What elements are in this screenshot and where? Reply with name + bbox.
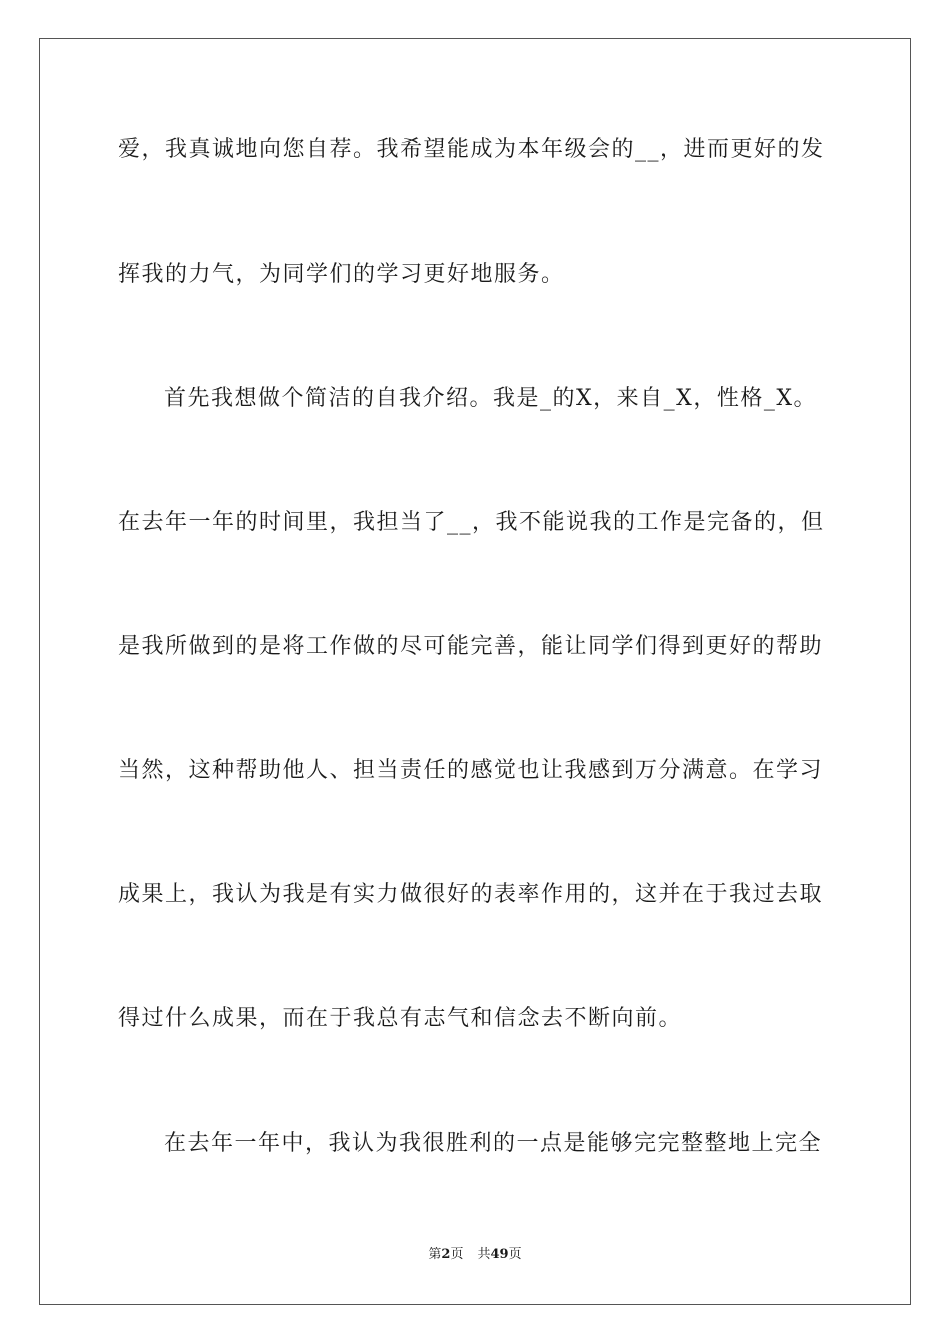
body-line-3: 首先我想做个简洁的自我介绍。我是_的X，来自_X，性格_X。: [164, 386, 817, 411]
body-line-2: 挥我的力气，为同学们的学习更好地服务。: [118, 262, 565, 287]
footer-total-suffix: 页: [508, 1247, 522, 1262]
body-line-1: 爱，我真诚地向您自荐。我希望能成为本年级会的__，进而更好的发: [118, 137, 825, 162]
page-frame: [39, 38, 911, 1305]
body-line-5: 是我所做到的是将工作做的尽可能完善，能让同学们得到更好的帮助: [118, 634, 824, 659]
body-line-4: 在去年一年的时间里，我担当了__，我不能说我的工作是完备的，但: [118, 510, 825, 535]
body-line-7: 成果上，我认为我是有实力做很好的表率作用的，这并在于我过去取: [118, 882, 824, 907]
body-line-6: 当然，这种帮助他人、担当责任的感觉也让我感到万分满意。在学习: [118, 758, 824, 783]
page-footer: [0, 1246, 950, 1264]
body-line-8: 得过什么成果，而在于我总有志气和信念去不断向前。: [118, 1006, 683, 1031]
footer-total-pages: 49: [490, 1247, 509, 1262]
footer-page-number: 2: [441, 1247, 451, 1262]
footer-total-prefix: 共: [477, 1247, 491, 1262]
body-line-9: 在去年一年中，我认为我很胜利的一点是能够完完整整地上完全: [164, 1131, 823, 1156]
footer-page-prefix: 第: [428, 1247, 442, 1262]
footer-page-suffix: 页: [450, 1247, 464, 1262]
